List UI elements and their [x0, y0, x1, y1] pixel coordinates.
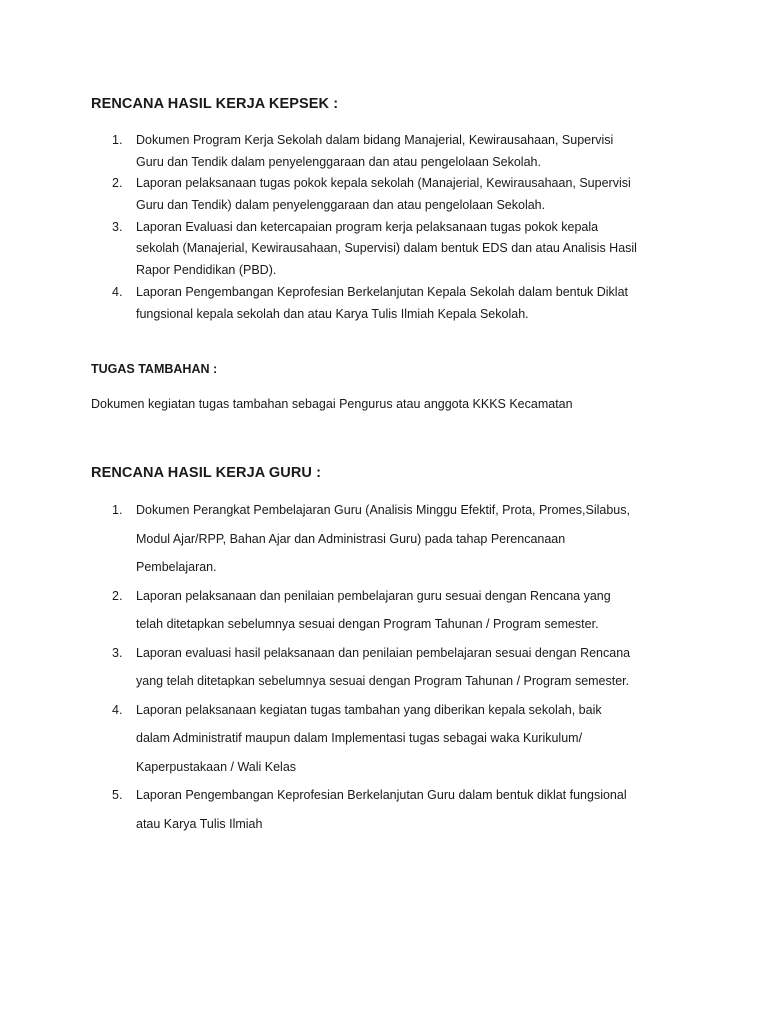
kepsek-list-item: [0, 173, 768, 216]
list-item-line: Laporan pelaksanaan kegiatan tugas tambahan yang diberikan kepala sekolah, baik: [136, 702, 602, 717]
guru-list-item: [0, 781, 768, 838]
kepsek-heading: RENCANA HASIL KERJA KEPSEK :: [91, 96, 339, 112]
list-item-line: telah ditetapkan sebelumnya sesuai dengan Program Tahunan / Program semester.: [136, 617, 599, 631]
list-item-line: Laporan Evaluasi dan ketercapaian program kerja pelaksanaan tugas pokok kepala: [136, 219, 599, 234]
list-item-number: 2.: [112, 176, 123, 191]
guru-list: [0, 496, 768, 838]
list-item-number: 4.: [112, 284, 123, 299]
list-item-line: Laporan Pengembangan Keprofesian Berkelanjutan Guru dalam bentuk diklat fungsional: [136, 788, 627, 802]
guru-list-item: [0, 639, 768, 696]
list-item-line: Pembelajaran.: [136, 560, 217, 574]
tugas-tambahan-heading: TUGAS TAMBAHAN :: [91, 362, 218, 376]
list-item-line: Dokumen Perangkat Pembelajaran Guru (Analisis Minggu Efektif, Prota, Promes,Silabus,: [136, 503, 630, 517]
list-item-line: Laporan pelaksanaan dan penilaian pembelajaran guru sesuai dengan Rencana yang: [136, 588, 611, 603]
kepsek-list-item: [0, 130, 768, 173]
list-item-number: 1.: [112, 133, 123, 147]
list-item-line: dalam Administratif maupun dalam Implementasi tugas sebagai waka Kurikulum/: [136, 731, 583, 745]
list-item-line: sekolah (Manajerial, Kewirausahaan, Supervisi) dalam bentuk EDS dan atau Analisis Hasil: [136, 241, 637, 256]
kepsek-list: [0, 130, 768, 325]
list-item-line: fungsional kepala sekolah dan atau Karya Tulis Ilmiah Kepala Sekolah.: [136, 306, 529, 321]
list-item-line: Laporan Pengembangan Keprofesian Berkelanjutan Kepala Sekolah dalam bentuk Diklat: [136, 284, 629, 299]
list-item-number: 4.: [112, 702, 123, 717]
list-item-number: 2.: [112, 588, 123, 603]
list-item-line: yang telah ditetapkan sebelumnya sesuai dengan Program Tahunan / Program semester.: [136, 674, 630, 688]
list-item-line: Modul Ajar/RPP, Bahan Ajar dan Administrasi Guru) pada tahap Perencanaan: [136, 531, 566, 546]
guru-list-item: [0, 696, 768, 782]
guru-list-item: [0, 582, 768, 639]
list-item-number: 5.: [112, 788, 123, 802]
list-item-line: Guru dan Tendik dalam penyelenggaraan dan atau pengelolaan Sekolah.: [136, 154, 541, 169]
list-item-line: Rapor Pendidikan (PBD).: [136, 263, 277, 278]
tugas-tambahan-text: Dokumen kegiatan tugas tambahan sebagai Pengurus atau anggota KKKS Kecamatan: [91, 397, 573, 411]
list-item-line: Guru dan Tendik) dalam penyelenggaraan dan atau pengelolaan Sekolah.: [136, 198, 546, 213]
list-item-number: 1.: [112, 503, 123, 517]
list-item-line: Dokumen Program Kerja Sekolah dalam bidang Manajerial, Kewirausahaan, Supervisi: [136, 133, 614, 147]
guru-list-item: [0, 496, 768, 582]
list-item-number: 3.: [112, 219, 123, 234]
guru-heading: RENCANA HASIL KERJA GURU :: [91, 465, 322, 481]
list-item-line: Kaperpustakaan / Wali Kelas: [136, 759, 297, 774]
list-item-line: Laporan evaluasi hasil pelaksanaan dan penilaian pembelajaran sesuai dengan Rencana: [136, 645, 631, 660]
list-item-number: 3.: [112, 645, 123, 660]
list-item-line: atau Karya Tulis Ilmiah: [136, 816, 263, 831]
kepsek-list-item: [0, 217, 768, 282]
kepsek-list-item: [0, 282, 768, 325]
list-item-line: Laporan pelaksanaan tugas pokok kepala sekolah (Manajerial, Kewirausahaan, Supervisi: [136, 176, 631, 191]
